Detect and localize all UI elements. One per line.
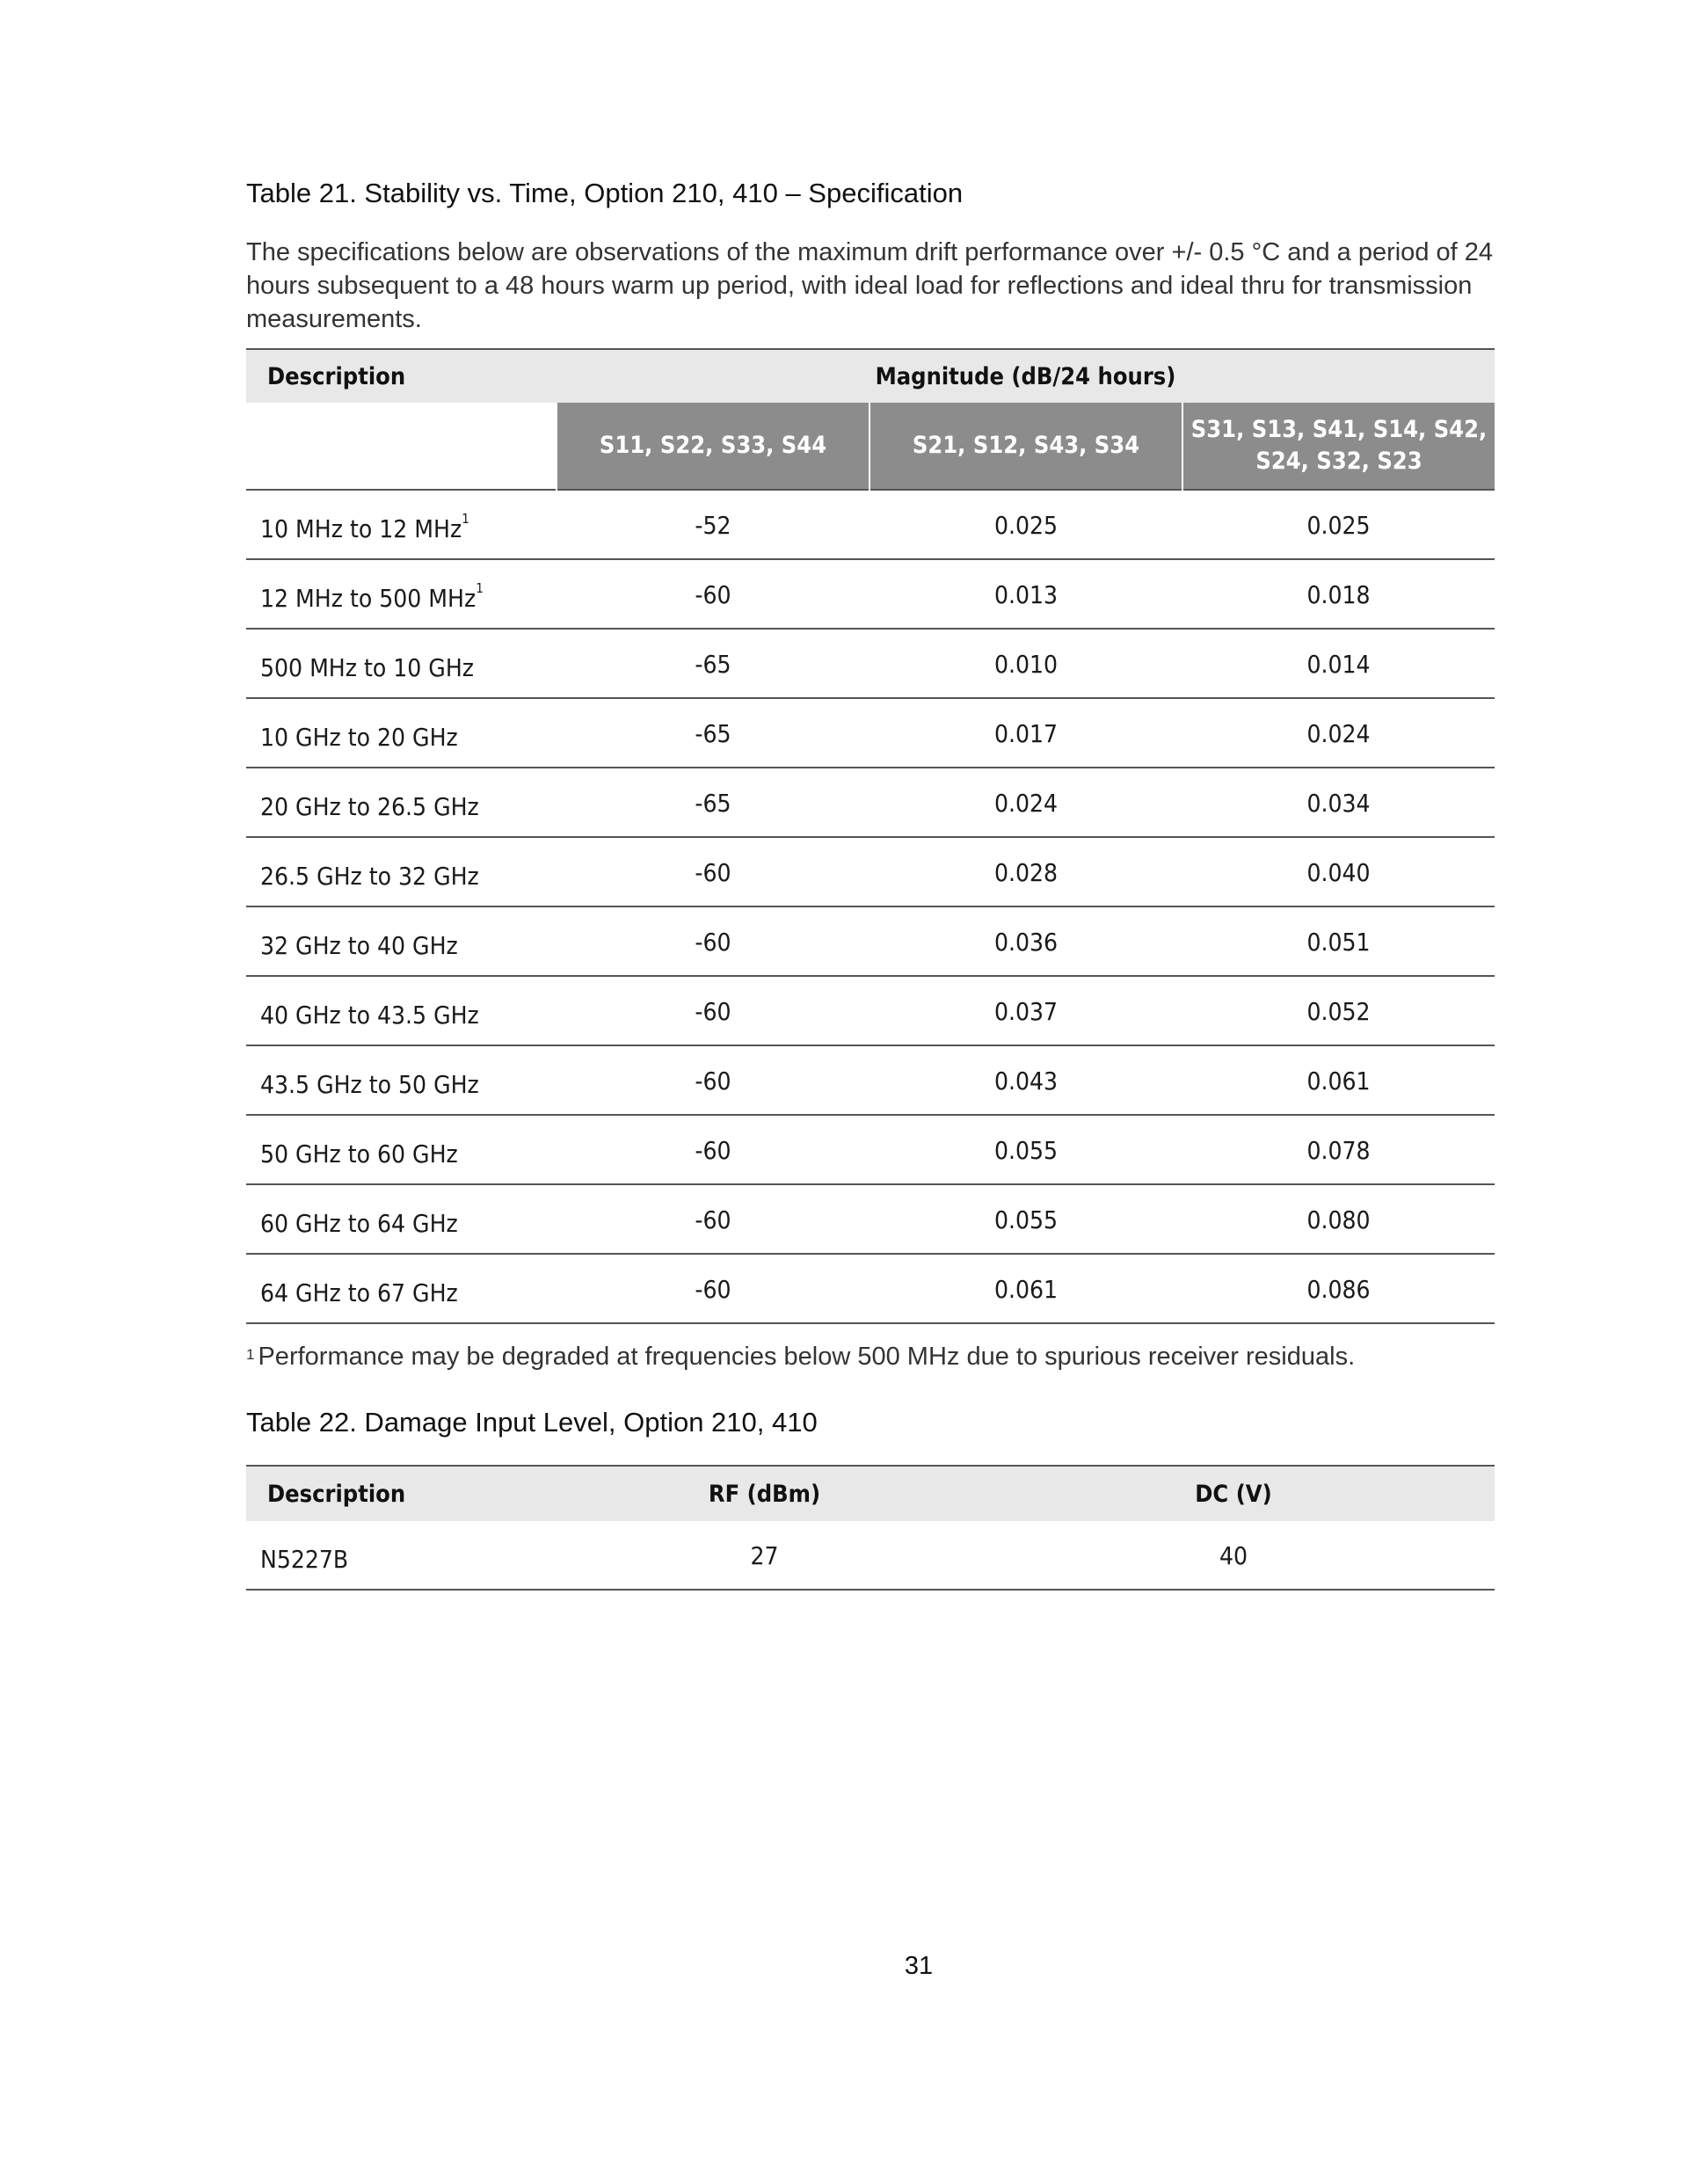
desc-text: 26.5 GHz to 32 GHz (260, 861, 479, 891)
cell-transmission-cross-text: 0.086 (1306, 1274, 1371, 1304)
cell-transmission-cross-text: 0.051 (1306, 927, 1371, 957)
cell-transmission-cross-text: 0.024 (1306, 718, 1371, 748)
cell-reflection (557, 1115, 869, 1184)
cell-transmission-cross (1182, 906, 1495, 976)
cell-transmission-cross (1182, 698, 1495, 768)
table-row (246, 906, 1495, 976)
cell-transmission-adjacent (869, 1254, 1182, 1323)
desc (246, 490, 557, 559)
table-row (246, 559, 1495, 629)
desc (246, 1045, 557, 1115)
cell-transmission-cross (1182, 1115, 1495, 1184)
cell-transmission-cross-text: 0.061 (1306, 1066, 1371, 1096)
table-row (246, 1254, 1495, 1323)
desc (246, 768, 557, 837)
subheader-transmission-cross: S31, S13, S41, S14, S42, S24, S32, S23 (1182, 403, 1495, 490)
table-row (246, 768, 1495, 837)
cell-transmission-adjacent (869, 490, 1182, 559)
subheader-transmission-adjacent: S21, S12, S43, S34 (869, 403, 1182, 490)
footnote (246, 1340, 1495, 1373)
table21-caption: Table 21. Stability vs. Time, Option 210, 410 – Specification (246, 178, 964, 208)
header-magnitude: Magnitude (dB/24 hours) (557, 349, 1495, 403)
stability-table (246, 348, 1495, 1324)
header-rf: RF (dBm) (557, 1466, 972, 1521)
cell-reflection (557, 1045, 869, 1115)
table22-caption: Table 22. Damage Input Level, Option 210, 410 (246, 1407, 818, 1438)
cell-reflection-text: -60 (695, 857, 731, 887)
table-header-row (246, 349, 1495, 403)
desc-text: 500 MHz to 10 GHz (260, 652, 474, 682)
cell-transmission-adjacent (869, 559, 1182, 629)
footnote-ref: 1 (462, 510, 469, 527)
cell-reflection-text: -60 (695, 996, 731, 1026)
cell-transmission-cross-text: 0.080 (1306, 1205, 1371, 1234)
cell-reflection (557, 490, 869, 559)
desc-text: 12 MHz to 500 MHz (260, 583, 477, 613)
cell-rf: 27 (557, 1521, 972, 1590)
table-row (246, 1184, 1495, 1254)
cell-reflection (557, 768, 869, 837)
cell-reflection (557, 906, 869, 976)
cell-transmission-cross (1182, 1184, 1495, 1254)
cell-transmission-cross-text: 0.034 (1306, 788, 1371, 818)
cell-transmission-adjacent-text: 0.061 (993, 1274, 1059, 1304)
stability-table-body (246, 490, 1495, 1323)
cell-transmission-cross (1182, 490, 1495, 559)
damage-table (246, 1465, 1495, 1591)
cell-transmission-adjacent-text: 0.024 (993, 788, 1059, 818)
desc (246, 698, 557, 768)
cell-reflection-text: -60 (695, 1205, 731, 1234)
desc-text: 32 GHz to 40 GHz (260, 930, 458, 960)
cell-transmission-adjacent-text: 0.055 (993, 1135, 1059, 1165)
cell-transmission-cross (1182, 976, 1495, 1045)
cell-reflection (557, 976, 869, 1045)
table-row (246, 698, 1495, 768)
cell-reflection (557, 1254, 869, 1323)
cell-transmission-cross (1182, 1254, 1495, 1323)
cell-transmission-adjacent (869, 1045, 1182, 1115)
page-number: 31 (904, 1952, 934, 1980)
cell-transmission-cross-text: 0.040 (1306, 857, 1371, 887)
cell-reflection-text: -60 (695, 927, 731, 957)
cell-transmission-adjacent-text: 0.010 (993, 649, 1059, 679)
cell-transmission-cross (1182, 837, 1495, 906)
header-description: Description (246, 1466, 557, 1521)
cell-transmission-adjacent (869, 1184, 1182, 1254)
cell-transmission-cross (1182, 1045, 1495, 1115)
cell-reflection (557, 559, 869, 629)
cell-reflection-text: -60 (695, 1274, 731, 1304)
desc-text: 10 MHz to 12 MHz (260, 513, 462, 543)
cell-transmission-adjacent-text: 0.055 (993, 1205, 1059, 1234)
footnote-ref: 1 (476, 579, 484, 596)
cell-transmission-cross-text: 0.014 (1306, 649, 1371, 679)
desc (246, 629, 557, 698)
cell-dc: 40 (972, 1521, 1495, 1590)
cell-transmission-adjacent-text: 0.017 (993, 718, 1059, 748)
desc (246, 1254, 557, 1323)
table-row (246, 1115, 1495, 1184)
cell-reflection (557, 698, 869, 768)
cell-transmission-adjacent-text: 0.043 (993, 1066, 1059, 1096)
cell-transmission-adjacent-text: 0.025 (993, 510, 1059, 540)
desc-text: 10 GHz to 20 GHz (260, 722, 458, 752)
damage-table-body (246, 1521, 1495, 1590)
table-row (246, 1521, 1495, 1590)
desc (246, 837, 557, 906)
table-row (246, 976, 1495, 1045)
cell-transmission-adjacent-text: 0.013 (993, 579, 1059, 609)
cell-reflection-text: -65 (695, 788, 731, 818)
desc-text: 50 GHz to 60 GHz (260, 1139, 458, 1168)
cell-transmission-adjacent (869, 1115, 1182, 1184)
cell-transmission-adjacent (869, 698, 1182, 768)
cell-reflection-text: -60 (695, 579, 731, 609)
desc-text: 43.5 GHz to 50 GHz (260, 1069, 479, 1099)
table-header-row (246, 1466, 1495, 1521)
header-description: Description (246, 349, 557, 403)
cell-reflection-text: -60 (695, 1135, 731, 1165)
desc-text: 40 GHz to 43.5 GHz (260, 1000, 479, 1030)
cell-transmission-cross-text: 0.078 (1306, 1135, 1371, 1165)
subheader-reflection: S11, S22, S33, S44 (557, 403, 869, 490)
cell-transmission-cross (1182, 629, 1495, 698)
table21-intro: The specifications below are observations of the maximum drift performance over +/- 0.5 °C and a period of 24 hours subsequent to a 48 hours warm up period, with ideal load for reflections and ideal thru for transmission measurements. (246, 238, 1493, 333)
cell-transmission-adjacent-text: 0.028 (993, 857, 1059, 887)
cell-transmission-cross (1182, 559, 1495, 629)
cell-transmission-adjacent-text: 0.036 (993, 927, 1059, 957)
cell-reflection (557, 629, 869, 698)
cell-transmission-adjacent (869, 976, 1182, 1045)
table-row (246, 490, 1495, 559)
subheader-blank (246, 403, 557, 490)
cell-transmission-adjacent (869, 906, 1182, 976)
header-dc: DC (V) (972, 1466, 1495, 1521)
footnote-mark: 1 (246, 1346, 255, 1363)
desc (246, 906, 557, 976)
cell-transmission-cross-text: 0.052 (1306, 996, 1371, 1026)
desc-text: 20 GHz to 26.5 GHz (260, 791, 479, 821)
cell-transmission-adjacent-text: 0.037 (993, 996, 1059, 1026)
table-row (246, 1045, 1495, 1115)
desc (246, 976, 557, 1045)
footnote-text: Performance may be degraded at frequencies below 500 MHz due to spurious receiver residuals. (258, 1343, 1356, 1371)
cell-transmission-adjacent (869, 837, 1182, 906)
desc (246, 1115, 557, 1184)
cell-reflection (557, 1184, 869, 1254)
cell-reflection-text: -52 (695, 510, 731, 540)
desc-text: 60 GHz to 64 GHz (260, 1208, 458, 1238)
cell-reflection (557, 837, 869, 906)
cell-description: N5227B (246, 1521, 557, 1590)
cell-transmission-cross (1182, 768, 1495, 837)
desc-text: 64 GHz to 67 GHz (260, 1278, 458, 1307)
document-page (246, 176, 1495, 1591)
cell-transmission-adjacent (869, 629, 1182, 698)
cell-transmission-cross-text: 0.025 (1306, 510, 1371, 540)
cell-reflection-text: -60 (695, 1066, 731, 1096)
desc (246, 1184, 557, 1254)
cell-transmission-cross-text: 0.018 (1306, 579, 1371, 609)
cell-reflection-text: -65 (695, 718, 731, 748)
desc (246, 559, 557, 629)
cell-transmission-adjacent (869, 768, 1182, 837)
cell-reflection-text: -65 (695, 649, 731, 679)
table-row (246, 629, 1495, 698)
table-subheader-row (246, 403, 1495, 490)
table-row (246, 837, 1495, 906)
